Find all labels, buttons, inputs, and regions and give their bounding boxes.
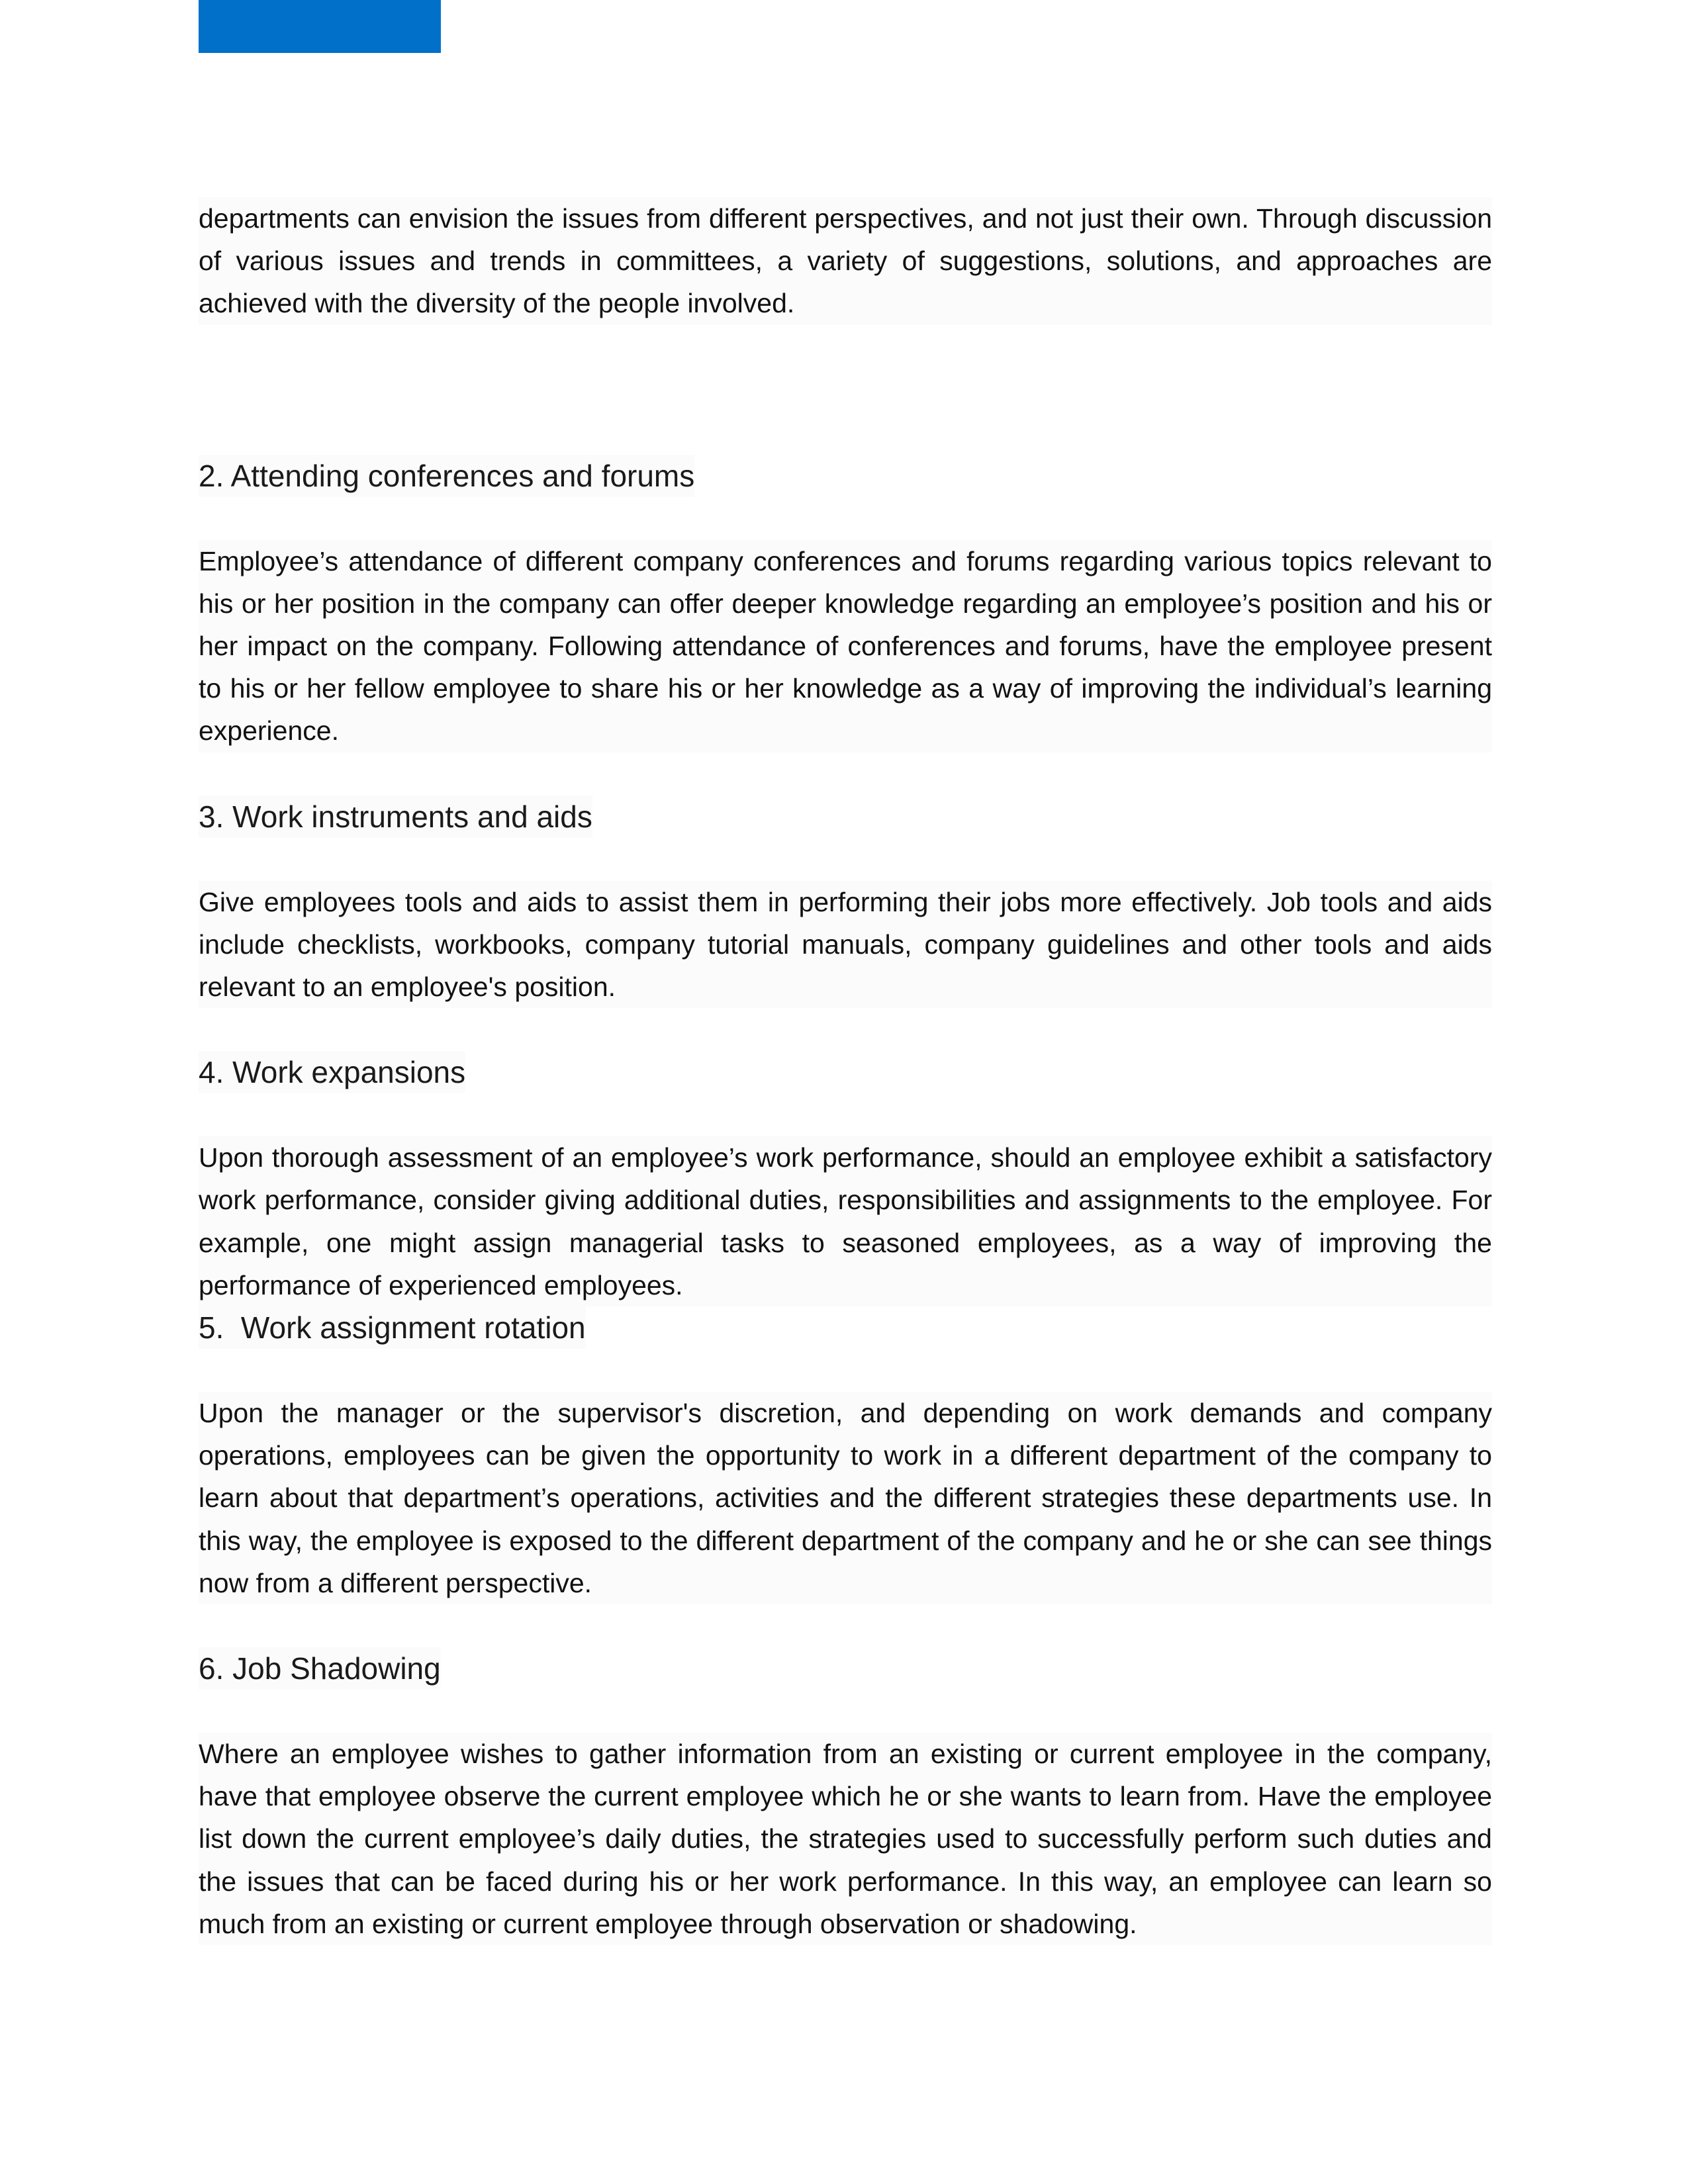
- section-body-expansions: Upon thorough assessment of an employee’s work performance, should an employee exhibit a satisfactory work performance, consider giving additional duties, responsibilities and assignments to the employee. For example, one might assign managerial tasks to seasoned employees, as a way of improving the performance of experienced employees.: [199, 1136, 1492, 1306]
- spacer: [199, 325, 1492, 455]
- document-body: [199, 197, 1492, 1945]
- section-body-rotation: Upon the manager or the supervisor's discretion, and depending on work demands and company operations, employees can be given the opportunity to work in a different department of the company to learn about that department’s operations, activities and the different strategies these departments use. In this way, the employee is exposed to the different department of the company and he or she can see things now from a different perspective.: [199, 1392, 1492, 1604]
- section-heading-rotation: 5. Work assignment rotation: [199, 1306, 586, 1349]
- section-heading-conferences: 2. Attending conferences and forums: [199, 455, 694, 497]
- section-heading-expansions: 4. Work expansions: [199, 1051, 465, 1093]
- section-heading-instruments: 3. Work instruments and aids: [199, 796, 592, 838]
- section-body-shadowing: Where an employee wishes to gather information from an existing or current employee in the company, have that employee observe the current employee which he or she wants to learn from. Have the employee list down the current employee’s daily duties, the strategies used to successfully perform such duties and the issues that can be faced during his or her work performance. In this way, an employee can learn so much from an existing or current employee through observation or shadowing.: [199, 1733, 1492, 1945]
- header-accent-bar: [199, 0, 441, 53]
- section-heading-shadowing: 6. Job Shadowing: [199, 1647, 441, 1690]
- intro-paragraph: departments can envision the issues from different perspectives, and not just their own. Through discussion of various issues and trends in committees, a variety of suggestions, solutions, and approaches are achieved with the diversity of the people involved.: [199, 197, 1492, 325]
- section-body-instruments: Give employees tools and aids to assist them in performing their jobs more effectively. Job tools and aids include checklists, workbooks, company tutorial manuals, company guidelines and other tools and aids relevant to an employee's position.: [199, 881, 1492, 1009]
- section-body-conferences: Employee’s attendance of different company conferences and forums regarding various topics relevant to his or her position in the company can offer deeper knowledge regarding an employee’s position and his or her impact on the company. Following attendance of conferences and forums, have the employee present to his or her fellow employee to share his or her knowledge as a way of improving the individual’s learning experience.: [199, 540, 1492, 752]
